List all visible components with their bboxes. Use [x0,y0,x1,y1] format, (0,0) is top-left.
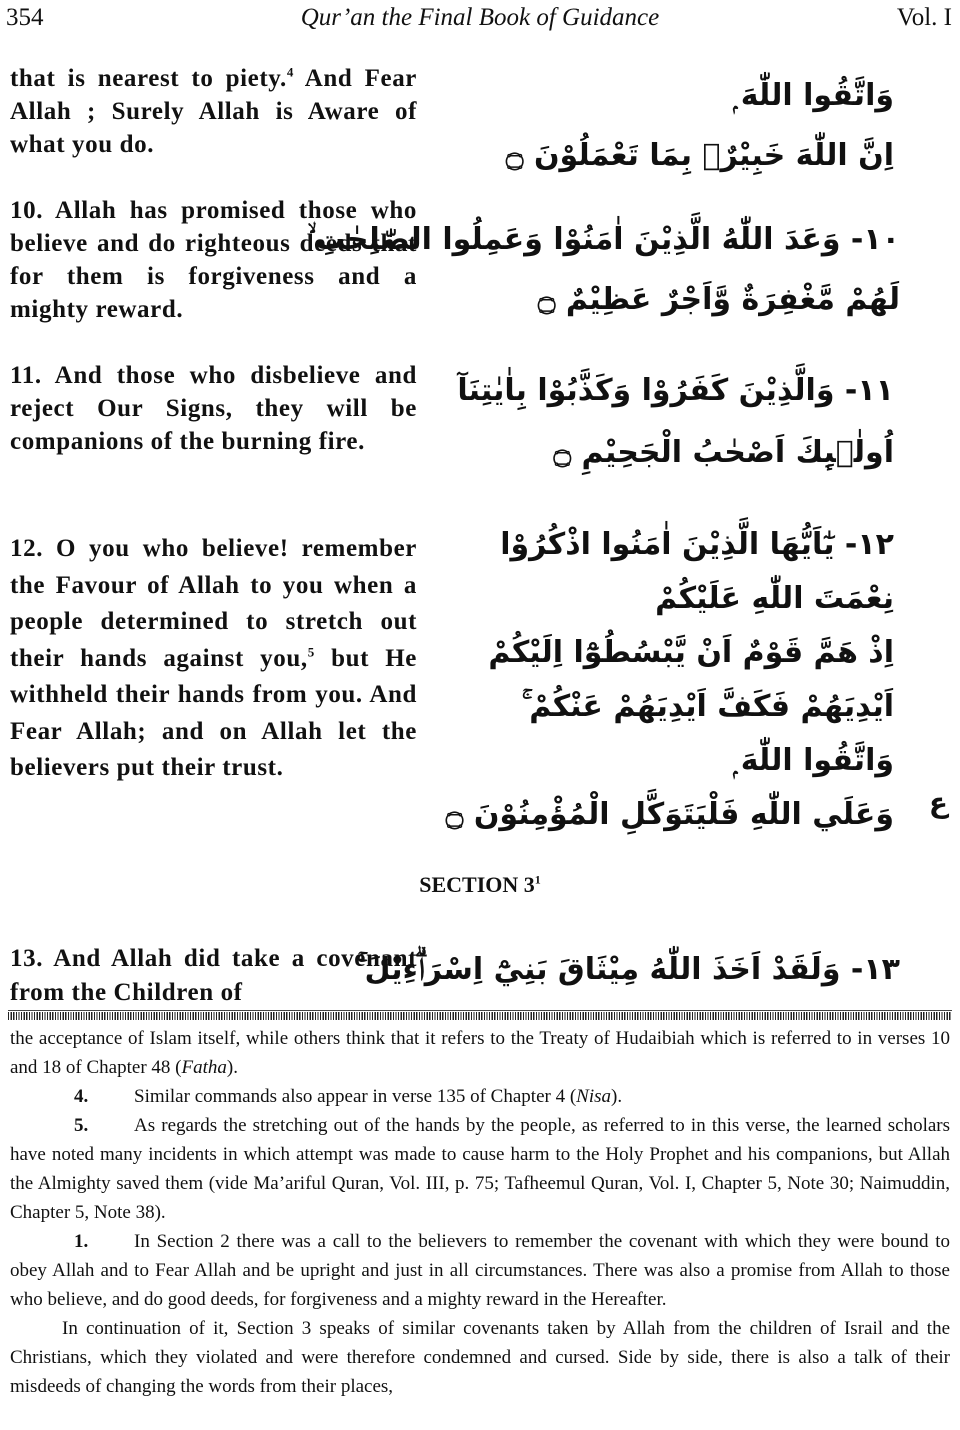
footnote-number: 4. [74,1086,89,1107]
footnote-text: As regards the stretching out of the hands by the people, as referred to in this verse, the learned scholars have noted many incidents in which attempt was made to cause harm to the Holy Prophet and his companions, but Allah the Almighty saved them (vide Ma’ariful Quran, Vol. III, p. 75; Tafheemul Quran, Vol. I, Chapter 5, Note 30; Naimuddin, Chapter 5, Note 38). [10,1115,950,1223]
verse-text: that is nearest to piety. [10,65,287,92]
footnote-italic: Fatha [181,1057,227,1078]
footnote-text: ). [226,1057,238,1078]
footnote-4 [10,1082,950,1111]
page-number: 354 [6,4,44,31]
arabic-line: ١٢- يٰٓاَيُّهَا الَّذِيْنَ اٰمَنُوا اذْكُرُوْا [500,527,894,562]
verse-text: 11. And those who disbelieve and reject Our Signs, they will be companions of the burning fire. [10,362,417,455]
page-header [0,2,960,34]
arabic-line: ١٠- وَعَدَ اللّٰهُ الَّذِيْنَ اٰمَنُوْا وَعَمِلُوا الصّٰلِحٰتِ ۙ [307,222,900,257]
footnote-ref: 1 [534,872,541,887]
verse-text-cont: but He withheld their hands from you. And Fear Allah; and on Allah let the believers put their trust. [10,644,417,781]
arabic-line: وَاتَّقُوا اللّٰهَ ۭ [733,743,894,778]
ruku-marker: ع [928,786,948,819]
arabic-line: لَهُمْ مَّغْفِرَةٌ وَّاَجْرٌ عَظِيْمٌ ۝ [537,282,900,317]
verse-11-arabic [457,360,894,484]
verse-text-cont: And Fear Allah ; Surely Allah is Aware of what you do. [10,65,417,158]
verse-13-english [10,942,417,1010]
verse-text: 10. Allah has promised those who believe and do righteous deeds that for them is forgiveness and a mighty reward. [10,197,417,323]
arabic-line: اَيْدِيَهُمْ فَكَفَّ اَيْدِيَهُمْ عَنْكُمْ ۚ [521,689,894,724]
footnote-text: the acceptance of Islam itself, while others think that it refers to the Treaty of Hudaibiah which is referred to in verses 10 and 18 of Chapter 48 ( [10,1028,950,1078]
footnote-ref: 4 [286,64,294,80]
verse-13-arabic [357,942,900,998]
footnote-5 [10,1111,950,1227]
book-title: Qur’an the Final Book of Guidance [300,4,660,31]
footnote-text: In Section 2 there was a call to the believers to remember the covenant with which they were bound to obey Allah and to Fear Allah and be upright and just in all circumstances. There was also a promise from Allah to those who believe, and do good deeds, for forgiveness and a mighty reward in the Hereafter. [10,1231,950,1310]
verse-9-english [10,62,417,161]
footnote-ref: 5 [307,644,315,660]
arabic-line: اِنَّ اللّٰهَ خَبِيْرٌۢ بِمَا تَعْمَلُوْنَ ۝ [505,138,894,173]
verse-12-english [10,531,417,787]
arabic-line: ١١- وَالَّذِيْنَ كَفَرُوْا وَكَذَّبُوْا بِاٰيٰتِنَآ [457,373,894,408]
footnote-italic: Nisa [576,1086,612,1107]
arabic-line: ١٣- وَلَقَدْ اَخَذَ اللّٰهُ مِيْثَاقَ بَنِيْٓ اِسْرَاۗءِيْلَ ۚ [356,952,900,987]
footnote-number: 5. [74,1115,89,1136]
arabic-line: اُولٰۗىِٕكَ اَصْحٰبُ الْجَحِيْمِ ۝ [553,435,894,470]
footnote-carryover [10,1024,950,1082]
footnotes [10,1024,950,1401]
footnote-text: Similar commands also appear in verse 135 of Chapter 4 ( [134,1086,577,1107]
volume-label: Vol. I [896,4,952,31]
verse-9-arabic [506,66,894,186]
footnote-divider [8,1012,952,1020]
verse-10-arabic [308,210,900,330]
arabic-line: نِعْمَتَ اللّٰهِ عَلَيْكُمْ [655,581,894,616]
section-label: SECTION 3 [419,872,535,897]
footnote-1-continuation: In continuation of it, Section 3 speaks of similar covenants taken by Allah from the children of Israil and the Christians, which they violated and were therefore condemned and cursed. Side by side, there is also a talk of their misdeeds of changing the words from their places, [10,1318,950,1397]
verse-11-english [10,359,417,458]
arabic-line: وَعَلَي اللّٰهِ فَلْيَتَوَكَّلِ الْمُؤْمِنُوْنَ ۝ [445,797,894,832]
verse-text: 13. And Allah did take a covenant from the Children of [10,945,417,1006]
verse-text: 12. O you who believe! remember the Favour of Allah to you when a people determined to stretch out their hands against you, [10,535,417,672]
arabic-line: وَاتَّقُوا اللّٰهَ ۭ [733,78,894,113]
footnote-text: ). [611,1086,623,1107]
arabic-line: اِذْ هَمَّ قَوْمٌ اَنْ يَّبْسُطُوْٓا اِلَيْكُمْ [488,635,894,670]
section-heading [0,872,960,898]
footnote-1 [10,1227,950,1314]
verse-12-arabic [446,518,894,842]
footnote-number: 1. [74,1231,89,1252]
